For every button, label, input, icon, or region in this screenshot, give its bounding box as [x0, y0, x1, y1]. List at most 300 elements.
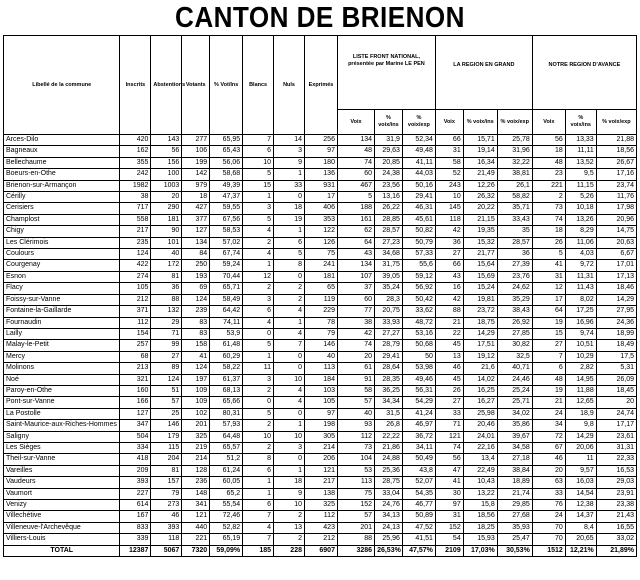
value-cell: 36 — [497, 249, 532, 260]
value-cell: 113 — [337, 477, 374, 488]
value-cell: 3 — [274, 146, 305, 157]
commune-name-cell: Vaudeurs — [4, 477, 120, 488]
value-cell: 13 — [435, 351, 463, 362]
value-cell: 72 — [532, 431, 565, 442]
value-cell: 48 — [337, 146, 374, 157]
value-cell: 0 — [274, 408, 305, 419]
value-cell: 25 — [151, 408, 182, 419]
value-cell: 10 — [435, 192, 463, 203]
value-cell: 31 — [532, 271, 565, 282]
table-row — [4, 214, 637, 225]
table-row — [4, 157, 637, 168]
value-cell: 20,46 — [463, 420, 497, 431]
value-cell: 107 — [337, 271, 374, 282]
value-cell: 18,46 — [596, 283, 636, 294]
value-cell: 6 — [243, 465, 274, 476]
value-cell: 38,84 — [497, 465, 532, 476]
value-cell: 393 — [151, 522, 182, 533]
value-cell: 197 — [182, 374, 210, 385]
table-row — [4, 271, 637, 282]
value-cell: 27 — [435, 397, 463, 408]
value-cell: 39,05 — [375, 271, 403, 282]
value-cell: 17,25 — [565, 306, 596, 317]
value-cell: 217 — [304, 477, 337, 488]
table-row — [4, 283, 637, 294]
table-row — [4, 328, 637, 339]
total-row — [4, 545, 637, 556]
commune-name-cell: Courgenay — [4, 260, 120, 271]
value-cell: 56 — [532, 135, 565, 146]
value-cell: 23,76 — [497, 271, 532, 282]
table-row — [4, 317, 637, 328]
commune-name-cell: Chigy — [4, 226, 120, 237]
value-cell: 10 — [274, 431, 305, 442]
value-cell: 46,77 — [402, 500, 435, 511]
value-cell: 56,31 — [402, 385, 435, 396]
value-cell: 124 — [182, 363, 210, 374]
commune-name-cell: Champlost — [4, 214, 120, 225]
value-cell: 146 — [304, 340, 337, 351]
value-cell: 61,37 — [210, 374, 243, 385]
value-cell: 21,15 — [463, 214, 497, 225]
value-cell: 26 — [532, 237, 565, 248]
value-cell: 166 — [120, 397, 151, 408]
value-cell: 243 — [435, 180, 463, 191]
total-value-cell: 59,09% — [210, 545, 243, 556]
value-cell: 50 — [402, 351, 435, 362]
value-cell: 347 — [120, 420, 151, 431]
page-title: CANTON DE BRIENON — [175, 2, 465, 34]
value-cell: 39,67 — [497, 431, 532, 442]
value-cell: 113 — [304, 363, 337, 374]
table-row — [4, 180, 637, 191]
table-row — [4, 237, 637, 248]
value-cell: 27,18 — [497, 454, 532, 465]
value-cell: 61,48 — [210, 340, 243, 351]
value-cell: 5,31 — [596, 363, 636, 374]
value-cell: 5,26 — [565, 192, 596, 203]
value-cell: 83 — [182, 328, 210, 339]
value-cell: 20,22 — [463, 203, 497, 214]
value-cell: 21,86 — [375, 442, 403, 453]
value-cell: 20 — [532, 465, 565, 476]
header-inscrits: Inscrits — [120, 36, 151, 135]
value-cell: 34 — [532, 420, 565, 431]
value-cell: 25,24 — [497, 385, 532, 396]
value-cell: 321 — [120, 374, 151, 385]
value-cell: 74,11 — [210, 317, 243, 328]
value-cell: 148 — [182, 488, 210, 499]
value-cell: 70 — [532, 522, 565, 533]
value-cell: 57,33 — [402, 249, 435, 260]
value-cell: 27 — [532, 340, 565, 351]
value-cell: 34,11 — [402, 442, 435, 453]
value-cell: 49,48 — [402, 146, 435, 157]
value-cell: 31 — [435, 146, 463, 157]
value-cell: 58,22 — [210, 363, 243, 374]
value-cell: 17,51 — [463, 340, 497, 351]
value-cell: 54,29 — [402, 397, 435, 408]
value-cell: 9 — [274, 157, 305, 168]
value-cell: 614 — [120, 500, 151, 511]
value-cell: 32,5 — [497, 351, 532, 362]
table-row — [4, 306, 637, 317]
total-label-cell: TOTAL — [4, 545, 120, 556]
value-cell: 134 — [182, 237, 210, 248]
total-value-cell: 12,21% — [565, 545, 596, 556]
value-cell: 23,56 — [375, 180, 403, 191]
header-blancs: Blancs — [243, 36, 274, 135]
value-cell: 242 — [120, 169, 151, 180]
value-cell: 67,74 — [210, 249, 243, 260]
value-cell: 11,43 — [565, 283, 596, 294]
value-cell: 12,38 — [565, 500, 596, 511]
value-cell: 353 — [304, 214, 337, 225]
value-cell: 56 — [151, 146, 182, 157]
value-cell: 4,03 — [565, 249, 596, 260]
commune-name-cell: La Postolle — [4, 408, 120, 419]
value-cell: 18,89 — [497, 477, 532, 488]
value-cell: 33,04 — [375, 488, 403, 499]
value-cell: 5 — [243, 340, 274, 351]
value-cell: 274 — [120, 271, 151, 282]
value-cell: 212 — [304, 534, 337, 545]
table-row — [4, 385, 637, 396]
value-cell: 305 — [304, 431, 337, 442]
value-cell: 23,61 — [596, 431, 636, 442]
value-cell: 979 — [182, 180, 210, 191]
value-cell: 209 — [120, 465, 151, 476]
value-cell: 71 — [151, 328, 182, 339]
value-cell: 64 — [532, 306, 565, 317]
commune-name-cell: Arces-Dilo — [4, 135, 120, 146]
value-cell: 13,52 — [565, 157, 596, 168]
value-cell: 41 — [182, 351, 210, 362]
value-cell: 180 — [304, 157, 337, 168]
value-cell: 58 — [337, 385, 374, 396]
commune-name-cell: Flacy — [4, 283, 120, 294]
value-cell: 18,99 — [596, 328, 636, 339]
value-cell: 46 — [435, 363, 463, 374]
value-cell: 29 — [151, 317, 182, 328]
value-cell: 0 — [274, 363, 305, 374]
value-cell: 9,72 — [565, 260, 596, 271]
value-cell: 219 — [182, 442, 210, 453]
value-cell: 34,58 — [497, 442, 532, 453]
value-cell: 5 — [274, 249, 305, 260]
value-cell: 31,31 — [596, 442, 636, 453]
header-nra-voix: Voix — [532, 110, 565, 135]
value-cell: 74 — [435, 442, 463, 453]
value-cell: 65,43 — [210, 146, 243, 157]
value-cell: 124 — [182, 294, 210, 305]
value-cell: 3 — [243, 374, 274, 385]
value-cell: 55,6 — [402, 260, 435, 271]
value-cell: 90 — [151, 226, 182, 237]
header-rg-voix: Voix — [435, 110, 463, 135]
value-cell: 51,2 — [210, 454, 243, 465]
value-cell: 118 — [151, 534, 182, 545]
value-cell: 15,71 — [463, 135, 497, 146]
value-cell: 19 — [532, 317, 565, 328]
value-cell: 109 — [182, 397, 210, 408]
value-cell: 36 — [151, 283, 182, 294]
value-cell: 1 — [243, 351, 274, 362]
table-row — [4, 146, 637, 157]
value-cell: 52 — [435, 169, 463, 180]
value-cell: 45 — [435, 374, 463, 385]
value-cell: 59,12 — [402, 271, 435, 282]
commune-name-cell: Venizy — [4, 500, 120, 511]
table-row — [4, 351, 637, 362]
commune-name-cell: Boeurs-en-Othe — [4, 169, 120, 180]
header-fn-voix: Voix — [337, 110, 374, 135]
value-cell: 17,5 — [596, 351, 636, 362]
value-cell: 83 — [182, 317, 210, 328]
value-cell: 29,85 — [497, 500, 532, 511]
value-cell: 28,3 — [375, 294, 403, 305]
value-cell: 121 — [182, 511, 210, 522]
value-cell: 19 — [532, 385, 565, 396]
commune-name-cell: Vareilles — [4, 465, 120, 476]
value-cell: 32,22 — [497, 157, 532, 168]
value-cell: 31,9 — [375, 135, 403, 146]
value-cell: 16 — [435, 283, 463, 294]
header-abstentions: Abstentions — [151, 36, 182, 135]
value-cell: 1 — [274, 226, 305, 237]
value-cell: 13,16 — [375, 192, 403, 203]
value-cell: 14,02 — [463, 374, 497, 385]
value-cell: 7 — [243, 511, 274, 522]
value-cell: 45,61 — [402, 214, 435, 225]
value-cell: 58,68 — [210, 169, 243, 180]
value-cell: 70,44 — [210, 271, 243, 282]
value-cell: 31,75 — [375, 260, 403, 271]
value-cell: 59,55 — [210, 203, 243, 214]
value-cell: 19,14 — [463, 146, 497, 157]
value-cell: 40 — [151, 249, 182, 260]
value-cell: 214 — [182, 454, 210, 465]
value-cell: 154 — [120, 328, 151, 339]
commune-name-cell: Brienon-sur-Armançon — [4, 180, 120, 191]
value-cell: 145 — [435, 203, 463, 214]
value-cell: 58,49 — [210, 294, 243, 305]
value-cell: 7 — [532, 351, 565, 362]
value-cell: 179 — [151, 431, 182, 442]
value-cell: 71 — [435, 420, 463, 431]
results-body — [4, 135, 637, 546]
value-cell: 26,8 — [375, 420, 403, 431]
value-cell: 55,54 — [210, 500, 243, 511]
value-cell: 250 — [182, 260, 210, 271]
value-cell: 18,45 — [596, 385, 636, 396]
value-cell: 9,8 — [565, 420, 596, 431]
value-cell: 57 — [337, 397, 374, 408]
value-cell: 1 — [274, 317, 305, 328]
value-cell: 16,53 — [596, 465, 636, 476]
value-cell: 27,27 — [375, 328, 403, 339]
table-row — [4, 454, 637, 465]
value-cell: 124 — [151, 374, 182, 385]
header-list-fn: LISTE FRONT NATIONAL, présentée par Marine LE PEN — [337, 36, 435, 110]
value-cell: 19,12 — [463, 351, 497, 362]
value-cell: 18,75 — [463, 317, 497, 328]
value-cell: 2 — [243, 385, 274, 396]
value-cell: 24 — [532, 511, 565, 522]
value-cell: 54,35 — [402, 488, 435, 499]
value-cell: 46,31 — [402, 203, 435, 214]
value-cell: 81 — [151, 465, 182, 476]
total-value-cell: 3286 — [337, 545, 374, 556]
value-cell: 31,5 — [375, 408, 403, 419]
value-cell: 239 — [182, 306, 210, 317]
value-cell: 167 — [120, 511, 151, 522]
value-cell: 14,54 — [565, 488, 596, 499]
value-cell: 10,51 — [565, 340, 596, 351]
value-cell: 1 — [274, 420, 305, 431]
value-cell: 50,89 — [402, 511, 435, 522]
value-cell: 75 — [304, 249, 337, 260]
value-cell: 9,74 — [565, 328, 596, 339]
value-cell: 4 — [243, 522, 274, 533]
value-cell: 69 — [182, 283, 210, 294]
value-cell: 50,82 — [402, 226, 435, 237]
value-cell: 227 — [120, 488, 151, 499]
value-cell: 41,11 — [402, 157, 435, 168]
value-cell: 50,68 — [402, 340, 435, 351]
total-value-cell: 21,89% — [596, 545, 636, 556]
value-cell: 12,26 — [463, 180, 497, 191]
value-cell: 21,6 — [463, 363, 497, 374]
total-value-cell: 2109 — [435, 545, 463, 556]
table-row — [4, 431, 637, 442]
table-row — [4, 488, 637, 499]
value-cell: 78 — [304, 317, 337, 328]
value-cell: 3 — [274, 442, 305, 453]
value-cell: 1 — [274, 465, 305, 476]
value-cell: 1 — [243, 192, 274, 203]
value-cell: 8,02 — [565, 294, 596, 305]
value-cell: 14,29 — [463, 328, 497, 339]
value-cell: 65 — [304, 283, 337, 294]
value-cell: 2 — [243, 420, 274, 431]
header-exprimes: Exprimés — [304, 36, 337, 135]
value-cell: 106 — [182, 146, 210, 157]
value-cell: 26,32 — [463, 192, 497, 203]
value-cell: 28,57 — [375, 226, 403, 237]
value-cell: 181 — [151, 214, 182, 225]
value-cell: 23,72 — [463, 306, 497, 317]
value-cell: 43 — [337, 249, 374, 260]
commune-name-cell: Villechétive — [4, 511, 120, 522]
value-cell: 28,79 — [375, 340, 403, 351]
value-cell: 84 — [182, 249, 210, 260]
value-cell: 2 — [274, 294, 305, 305]
value-cell: 119 — [304, 294, 337, 305]
commune-name-cell: Paroy-en-Othe — [4, 385, 120, 396]
value-cell: 57,93 — [210, 420, 243, 431]
value-cell: 34,13 — [375, 511, 403, 522]
value-cell: 0 — [274, 351, 305, 362]
value-cell: 50,42 — [402, 294, 435, 305]
value-cell: 17,98 — [596, 203, 636, 214]
value-cell: 931 — [304, 180, 337, 191]
value-cell: 2 — [274, 534, 305, 545]
value-cell: 33,43 — [497, 214, 532, 225]
header-nuls: Nuls — [274, 36, 305, 135]
value-cell: 57,02 — [210, 237, 243, 248]
value-cell: 14,29 — [565, 431, 596, 442]
value-cell: 42 — [435, 226, 463, 237]
value-cell: 8 — [274, 260, 305, 271]
value-cell: 217 — [120, 226, 151, 237]
value-cell: 20,96 — [596, 214, 636, 225]
value-cell: 118 — [435, 214, 463, 225]
value-cell: 22,16 — [463, 442, 497, 453]
value-cell: 58,53 — [210, 226, 243, 237]
total-value-cell: 7320 — [182, 545, 210, 556]
value-cell: 257 — [120, 340, 151, 351]
value-cell: 23,74 — [596, 180, 636, 191]
value-cell: 0 — [274, 454, 305, 465]
value-cell: 50,16 — [402, 180, 435, 191]
value-cell: 115 — [151, 442, 182, 453]
value-cell: 63 — [532, 477, 565, 488]
value-cell: 20,63 — [596, 237, 636, 248]
value-cell: 4 — [243, 317, 274, 328]
value-cell: 418 — [120, 454, 151, 465]
value-cell: 22,22 — [375, 431, 403, 442]
value-cell: 67 — [532, 442, 565, 453]
value-cell: 18 — [532, 226, 565, 237]
value-cell: 48 — [532, 374, 565, 385]
total-value-cell: 47,57% — [402, 545, 435, 556]
value-cell: 273 — [151, 500, 182, 511]
value-cell: 339 — [120, 534, 151, 545]
value-cell: 1 — [274, 169, 305, 180]
value-cell: 56,92 — [402, 283, 435, 294]
value-cell: 2,82 — [565, 363, 596, 374]
value-cell: 25,98 — [463, 408, 497, 419]
value-cell: 18,25 — [463, 522, 497, 533]
value-cell: 33 — [435, 408, 463, 419]
value-cell: 44,03 — [402, 169, 435, 180]
value-cell: 25,71 — [497, 397, 532, 408]
value-cell: 21,88 — [596, 135, 636, 146]
value-cell: 59,24 — [210, 260, 243, 271]
commune-name-cell: Theil-sur-Vanne — [4, 454, 120, 465]
total-value-cell: 12387 — [120, 545, 151, 556]
value-cell: 62 — [337, 226, 374, 237]
header-nra-voix-ins: % voix/ins — [565, 110, 596, 135]
value-cell: 40 — [304, 351, 337, 362]
value-cell: 9 — [274, 488, 305, 499]
value-cell: 52,82 — [210, 522, 243, 533]
value-cell: 61 — [337, 363, 374, 374]
commune-name-cell: Pont-sur-Vanne — [4, 397, 120, 408]
table-row — [4, 511, 637, 522]
value-cell: 6 — [274, 237, 305, 248]
value-cell: 440 — [182, 522, 210, 533]
value-cell: 290 — [151, 203, 182, 214]
value-cell: 65,57 — [210, 442, 243, 453]
value-cell: 138 — [304, 488, 337, 499]
value-cell: 41,24 — [402, 408, 435, 419]
value-cell: 27,68 — [497, 511, 532, 522]
value-cell: 341 — [182, 500, 210, 511]
value-cell: 27,85 — [497, 328, 532, 339]
value-cell: 214 — [304, 442, 337, 453]
